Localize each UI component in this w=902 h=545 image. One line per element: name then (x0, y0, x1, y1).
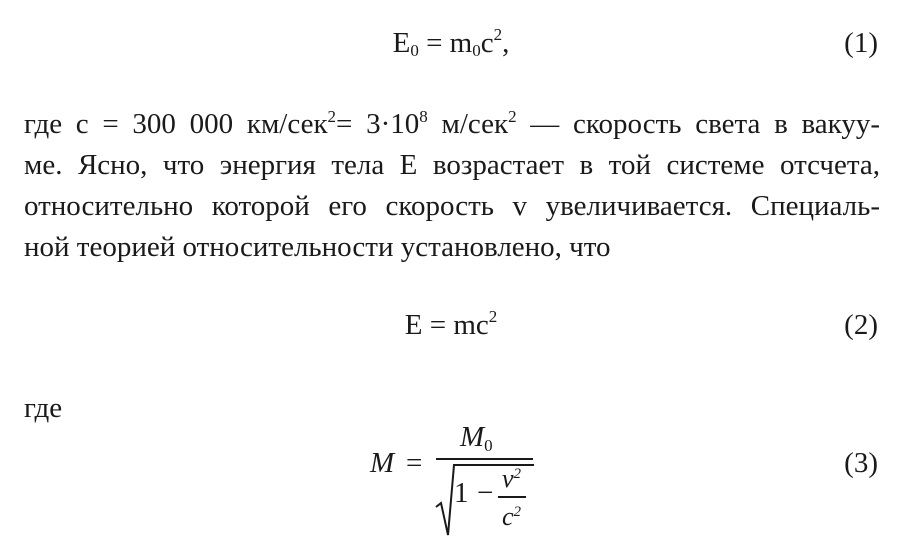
equation-3-lhs: M (370, 447, 395, 479)
equation-3-one: 1 (454, 477, 469, 509)
equation-1: $E_0 = m_0c^2$, (392, 25, 510, 60)
fraction-bar (436, 458, 533, 460)
paragraph-line-4: ной теорией относительности установлено, что (24, 231, 611, 263)
inner-fraction-bar (498, 496, 526, 498)
equation-2-number: (2) (844, 309, 878, 341)
equation-3-equals: = (406, 447, 423, 479)
paragraph-line-2: ме. Ясно, что энергия тела Е возрастает в той системе отсчета, (24, 149, 880, 181)
paragraph-line-1: где с = 300 000 $км/сек^2= 3\cdot 10^8$ м/сек$^2$ — скорость света в вакуу- (24, 107, 880, 140)
equation-3-minus: − (477, 477, 494, 509)
equation-3 (370, 421, 540, 540)
paragraph-line-3: относительно которой его скорость v увеличивается. Специаль- (24, 190, 880, 222)
equation-3-number: (3) (844, 447, 878, 479)
equation-1-number: (1) (844, 27, 878, 59)
equation-3-v-squared: $v^2$ (502, 464, 522, 493)
equation-3-numerator: $M_0$ (460, 421, 493, 455)
equation-3-c-squared: $c^2$ (502, 502, 522, 531)
where-word: где (24, 392, 63, 424)
body-paragraph (24, 104, 880, 268)
equation-2: $E = mc^2$ (404, 307, 498, 341)
